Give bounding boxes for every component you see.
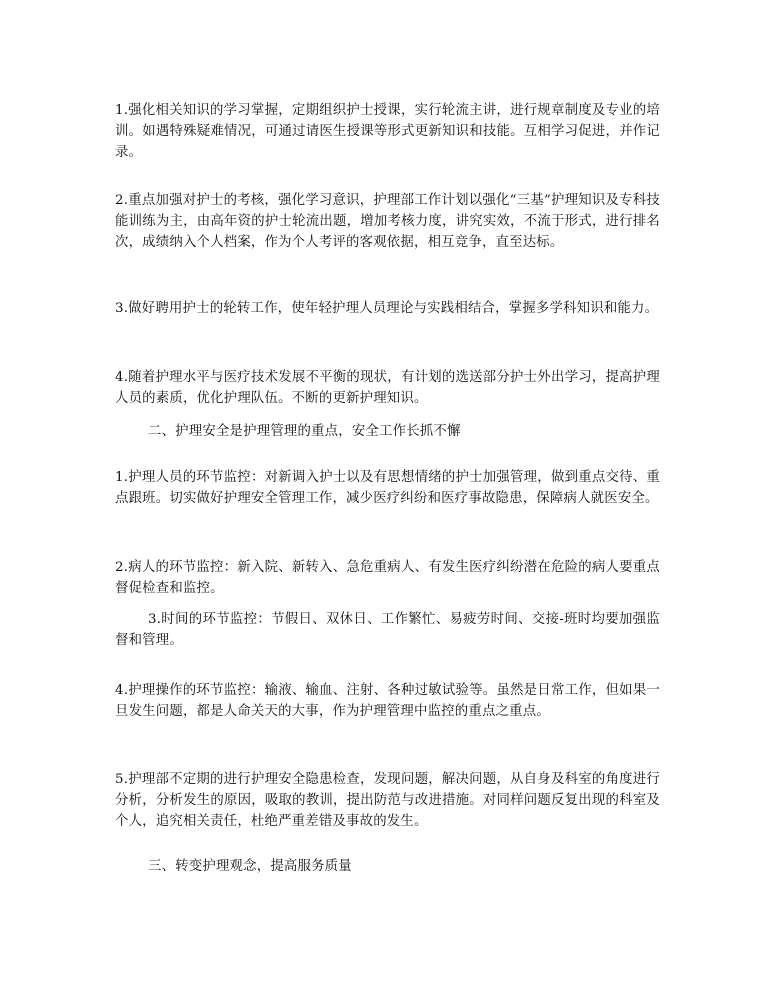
paragraph-2-1: 1.护理人员的环节监控：对新调入护士以及有思想情绪的护士加强管理，做到重点交待、重点跟班。切实做好护理安全管理工作，减少医疗纠纷和医疗事故隐患，保障病人就医安全。 xyxy=(115,470,660,506)
paragraph-1-3: 3.做好聘用护士的轮转工作，使年轻护理人员理论与实践相结合，掌握多学科知识和能力。 xyxy=(115,301,659,316)
paragraph-2-2: 2.病人的环节监控：新入院、新转入、急危重病人、有发生医疗纠纷潜在危险的病人要重点督促检查和监控。 xyxy=(115,560,660,596)
paragraph-1-4: 4.随着护理水平与医疗技术发展不平衡的现状，有计划的选送部分护士外出学习，提高护理人员的素质，优化护理队伍。不断的更新护理知识。 xyxy=(115,370,660,406)
paragraph-2-4: 4.护理操作的环节监控：输液、输血、注射、各种过敏试验等。虽然是日常工作，但如果一旦发生问题，都是人命关天的大事，作为护理管理中监控的重点之重点。 xyxy=(115,683,660,719)
paragraph-1-2: 2.重点加强对护士的考核，强化学习意识，护理部工作计划以强化“三基”护理知识及专科技能训练为主，由高年资的护士轮流出题，增加考核力度，讲究实效，不流于形式，进行排名次，成绩纳入个人档案，作为个人考评的客观依据，相互竞争，直至达标。 xyxy=(115,193,660,250)
section-heading-3: 三、转变护理观念，提高服务质量 xyxy=(148,859,352,874)
paragraph-1-1: 1.强化相关知识的学习掌握，定期组织护士授课，实行轮流主讲，进行规章制度及专业的培训。如遇特殊疑难情况，可通过请医生授课等形式更新知识和技能。互相学习促进，并作记录。 xyxy=(115,103,660,160)
paragraph-2-5: 5.护理部不定期的进行护理安全隐患检查，发现问题，解决问题，从自身及科室的角度进行分析，分析发生的原因，吸取的教训，提出防范与改进措施。对同样问题反复出现的科室及个人，追究相关责任，杜绝严重差错及事故的发生。 xyxy=(115,772,660,829)
paragraph-2-3: 3.时间的环节监控：节假日、双休日、工作繁忙、易疲劳时间、交接-班时均要加强监督和管理。 xyxy=(115,612,660,648)
section-heading-2: 二、护理安全是护理管理的重点，安全工作长抓不懈 xyxy=(148,424,461,439)
